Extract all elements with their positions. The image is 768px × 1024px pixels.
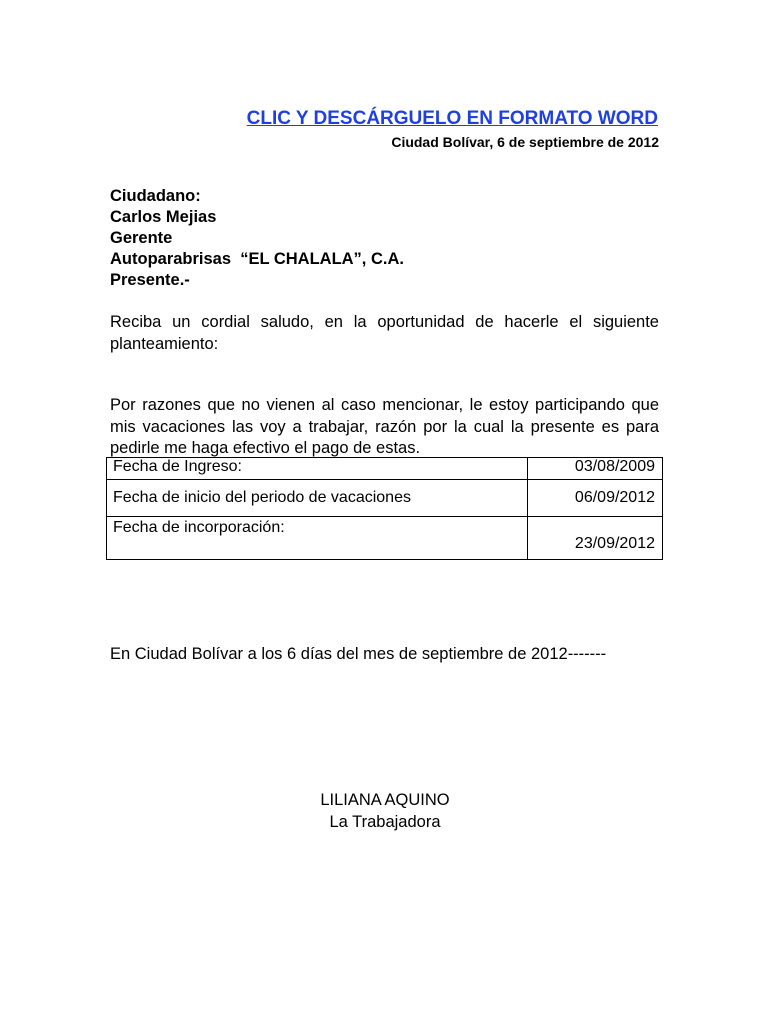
recipient-company: Autoparabrisas “EL CHALALA”, C.A. xyxy=(110,250,404,268)
table-row xyxy=(107,458,663,480)
recipient-block xyxy=(110,186,404,291)
table-cell-label: Fecha de inicio del periodo de vacaciones xyxy=(107,480,528,517)
closing-line: En Ciudad Bolívar a los 6 días del mes de septiembre de 2012------- xyxy=(110,645,607,663)
table-cell-value: 03/08/2009 xyxy=(528,458,663,480)
recipient-salutation: Ciudadano: xyxy=(110,187,201,205)
table-cell-label: Fecha de incorporación: xyxy=(107,517,528,560)
table-cell-value: 06/09/2012 xyxy=(528,480,663,517)
date-line: Ciudad Bolívar, 6 de septiembre de 2012 xyxy=(391,134,659,150)
table-row xyxy=(107,480,663,517)
vacation-dates-table xyxy=(106,457,663,560)
recipient-presente: Presente.- xyxy=(110,271,190,289)
table-row xyxy=(107,517,663,560)
recipient-name: Carlos Mejias xyxy=(110,208,217,226)
signature-title: La Trabajadora xyxy=(329,813,441,831)
request-paragraph: Por razones que no vienen al caso mencionar, le estoy participando que mis vacaciones las voy a trabajar, razón por la cual la presente es para pedirle me haga efectivo el pago de estas. xyxy=(110,396,659,457)
signature-block xyxy=(0,789,768,833)
table-cell-label: Fecha de Ingreso: xyxy=(107,458,528,480)
table-cell-value: 23/09/2012 xyxy=(528,517,663,560)
greeting-paragraph: Reciba un cordial saludo, en la oportunidad de hacerle el siguiente planteamiento: xyxy=(110,313,659,353)
signature-name: LILIANA AQUINO xyxy=(320,791,450,809)
recipient-position: Gerente xyxy=(110,229,173,247)
download-word-link[interactable]: CLIC Y DESCÁRGUELO EN FORMATO WORD xyxy=(246,108,658,129)
